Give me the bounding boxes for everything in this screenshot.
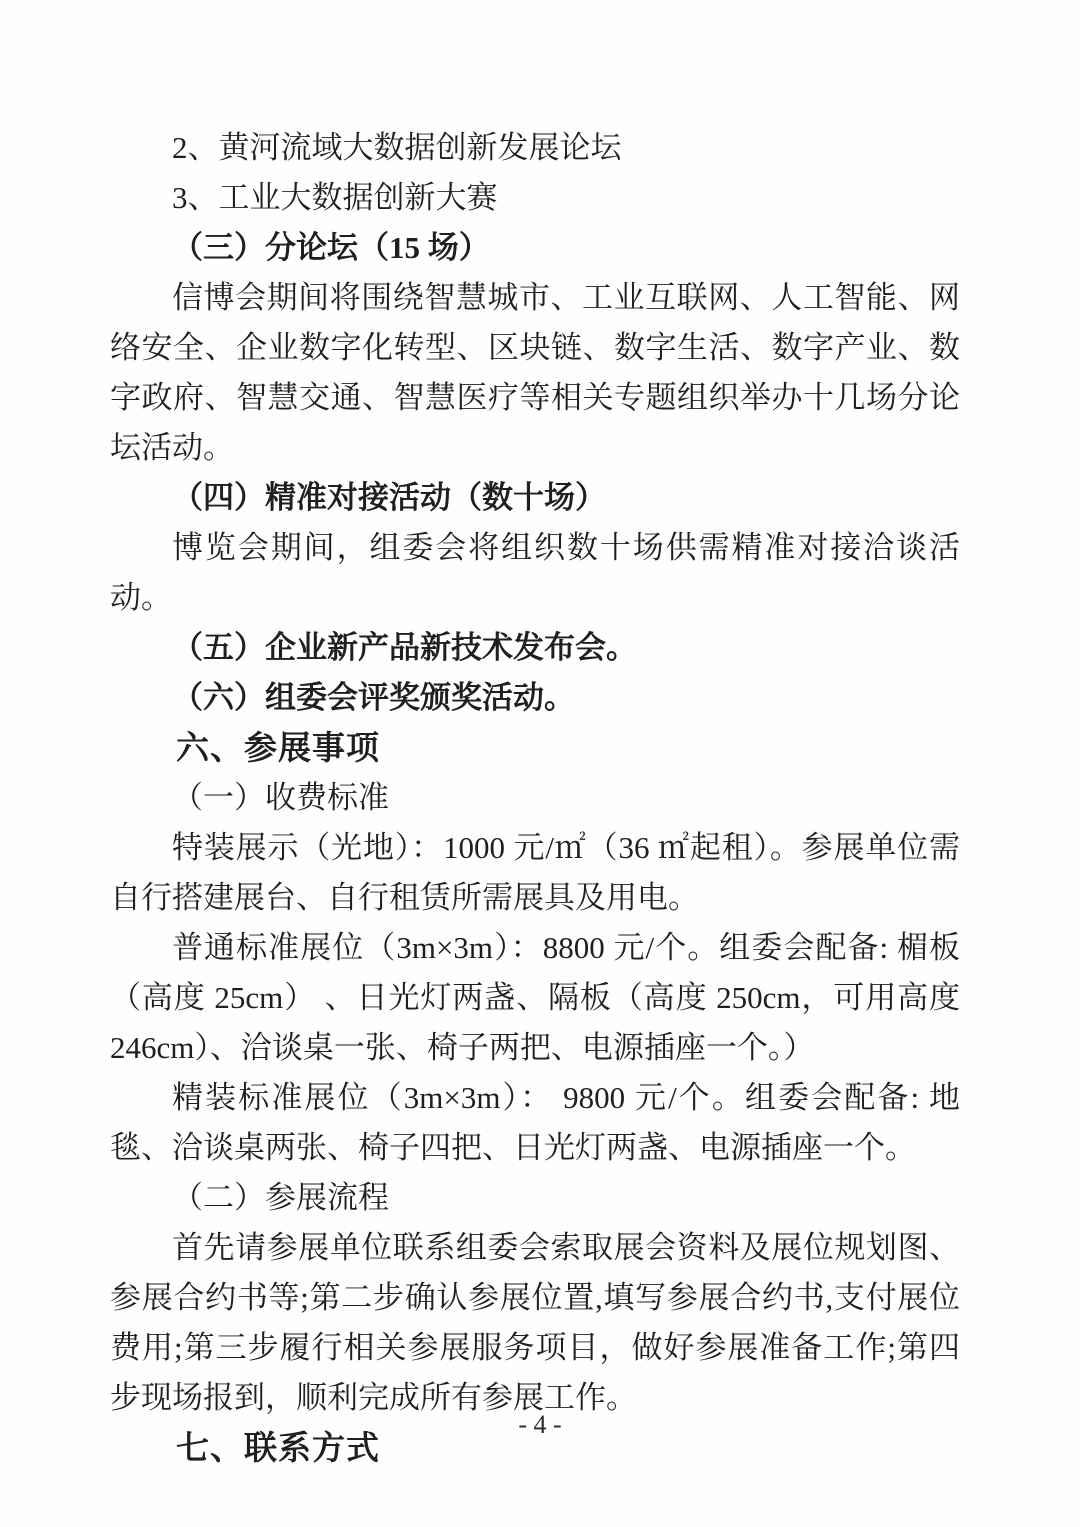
list-item-forum-2: 2、黄河流域大数据创新发展论坛 <box>172 130 622 165</box>
section-heading-contact-info: 七、联系方式 <box>176 1429 380 1466</box>
paragraph-sub-forum-topics: 信博会期间将围绕智慧城市、工业互联网、人工智能、网络安全、企业数字化转型、区块链、数字生活、数字产业、数字政府、智慧交通、智慧医疗等相关专题组织举办十几场分论坛活动。 <box>110 280 960 465</box>
subheading-fee-standard: （一）收费标准 <box>172 780 389 815</box>
paragraph-matchmaking-detail: 博览会期间，组委会将组织数十场供需精准对接洽谈活动。 <box>110 530 960 615</box>
subheading-sub-forums: （三）分论坛（15 场） <box>172 230 490 265</box>
paragraph-premium-booth-fee: 精装标准展位（3m×3m）： 9800 元/个。组委会配备: 地毯、洽谈桌两张、椅子四把、日光灯两盏、电源插座一个。 <box>110 1080 960 1165</box>
subheading-awards: （六）组委会评奖颁奖活动。 <box>172 680 575 715</box>
document-body <box>110 123 960 1473</box>
paragraph-exhibition-steps: 首先请参展单位联系组委会索取展会资料及展位规划图、参展合约书等;第二步确认参展位置,填写参展合约书,支付展位费用;第三步履行相关参展服务项目，做好参展准备工作;第四步现场报到，顺利完成所有参展工作。 <box>110 1230 960 1415</box>
subheading-product-launch: （五）企业新产品新技术发布会。 <box>172 630 637 665</box>
section-heading-exhibition-matters: 六、参展事项 <box>176 729 380 766</box>
paragraph-standard-booth-fee: 普通标准展位（3m×3m）：8800 元/个。组委会配备: 楣板（高度 25cm） 、日光灯两盏、隔板（高度 250cm，可用高度 246cm）、洽谈桌一张、椅子两把、电源插座一个。） <box>110 930 960 1065</box>
list-item-contest-3: 3、工业大数据创新大赛 <box>172 180 498 215</box>
paragraph-raw-space-fee: 特装展示（光地）：1000 元/㎡（36 ㎡起租）。参展单位需自行搭建展台、自行租赁所需展具及用电。 <box>110 830 960 915</box>
subheading-matchmaking: （四）精准对接活动（数十场） <box>172 480 606 515</box>
page-number: - 4 - <box>518 1410 562 1439</box>
subheading-exhibition-process: （二）参展流程 <box>172 1180 389 1215</box>
